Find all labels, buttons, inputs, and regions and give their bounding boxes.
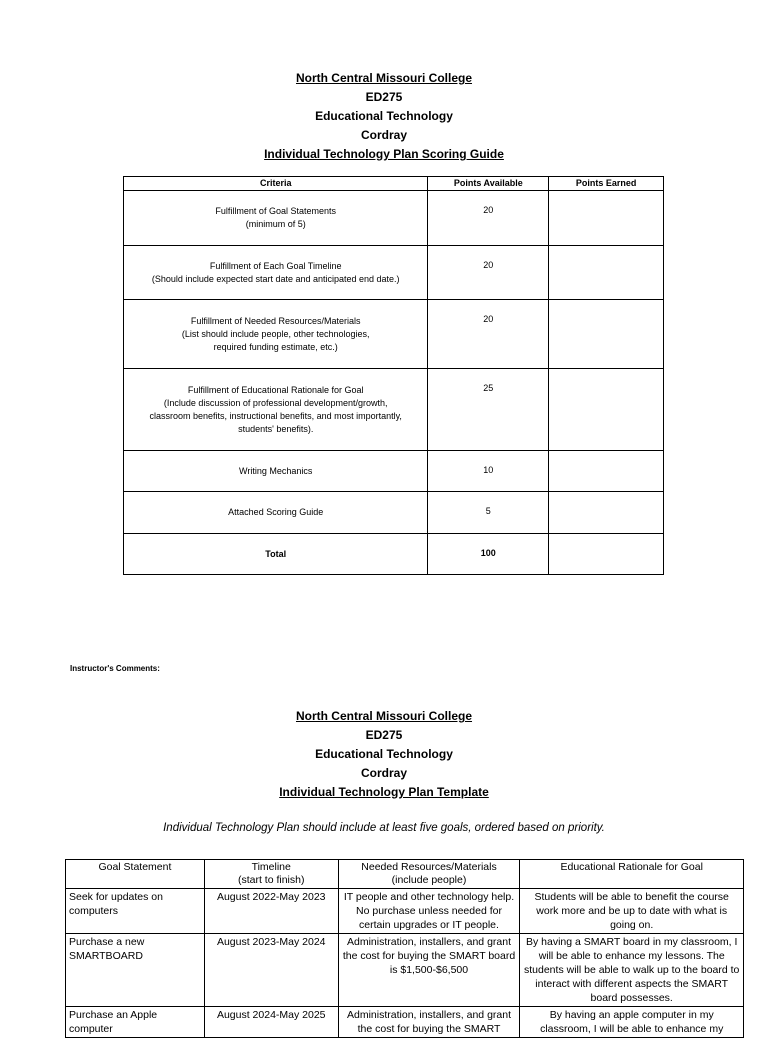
- instructor-comments-label: Instructor's Comments:: [70, 664, 160, 673]
- criteria-cell: [124, 492, 428, 534]
- rationale-cell: Students will be able to benefit the course work more and be up to date with what is going on.: [520, 889, 744, 934]
- criteria-cell: [124, 369, 428, 451]
- column-header: [520, 860, 744, 889]
- column-header-line: Goal Statement: [98, 861, 172, 873]
- timeline-cell: August 2023-May 2024: [204, 934, 338, 1007]
- criteria-line: (Should include expected start date and anticipated end date.): [151, 273, 400, 284]
- course-subject: Educational Technology: [315, 747, 453, 761]
- total-label: Total: [124, 534, 428, 575]
- criteria-line: (List should include people, other technologies,: [181, 328, 370, 339]
- table-row: [124, 451, 664, 492]
- criteria-line: Fulfillment of Each Goal Timeline: [209, 260, 342, 271]
- column-header-line: (start to finish): [237, 874, 305, 886]
- points-available: 10: [428, 451, 549, 492]
- college-name: [0, 707, 768, 726]
- criteria-cell: [124, 300, 428, 369]
- table-row: [124, 300, 664, 369]
- criteria-line: Writing Mechanics: [239, 465, 313, 476]
- points-earned[interactable]: [549, 191, 664, 246]
- criteria-line: (Include discussion of professional development/growth,: [163, 397, 388, 408]
- timeline-cell: August 2024-May 2025: [204, 1007, 338, 1038]
- timeline-cell: August 2022-May 2023: [204, 889, 338, 934]
- criteria-cell: [124, 246, 428, 300]
- college-name-text: North Central Missouri College: [295, 709, 473, 723]
- course-subject: Educational Technology: [315, 109, 453, 123]
- criteria-line: classroom benefits, instructional benefits, and most importantly,: [149, 410, 402, 421]
- criteria-cell: [124, 451, 428, 492]
- column-header: Criteria: [124, 177, 428, 191]
- column-header: [204, 860, 338, 889]
- scoring-guide-title: Individual Technology Plan Scoring Guide: [264, 147, 504, 161]
- criteria-line: Fulfillment of Goal Statements: [215, 206, 336, 216]
- criteria-line: students' benefits).: [238, 423, 314, 434]
- resources-cell: Administration, installers, and grant the cost for buying the SMART board is $1,500-$6,500: [338, 934, 520, 1007]
- criteria-line: Fulfillment of Needed Resources/Materials: [190, 315, 361, 326]
- points-available: 20: [428, 300, 549, 369]
- rationale-cell: By having a SMART board in my classroom, I will be able to enhance my lessons. The students will be able to walk up to the board to interact with different aspects the SMART board possesses.: [520, 934, 744, 1007]
- points-available: 5: [428, 492, 549, 534]
- table-row: [66, 934, 744, 1007]
- criteria-line: required funding estimate, etc.): [213, 341, 338, 352]
- goal-cell: Seek for updates on computers: [66, 889, 205, 934]
- table-header-row: [66, 860, 744, 889]
- criteria-line: (minimum of 5): [245, 219, 306, 229]
- template-title: Individual Technology Plan Template: [279, 785, 489, 799]
- template-instructions: Individual Technology Plan should include at least five goals, ordered based on priority.: [163, 822, 605, 834]
- goal-cell: Purchase a new SMARTBOARD: [66, 934, 205, 1007]
- points-earned[interactable]: [549, 300, 664, 369]
- points-available: 25: [428, 369, 549, 451]
- rationale-cell: By having an apple computer in my classroom, I will be able to enhance my: [520, 1007, 744, 1038]
- column-header: Points Available: [428, 177, 549, 191]
- course-code: ED275: [365, 728, 403, 742]
- document-title: [0, 145, 768, 164]
- points-earned[interactable]: [549, 246, 664, 300]
- resources-cell: Administration, installers, and grant the cost for buying the SMART: [338, 1007, 520, 1038]
- total-points-earned[interactable]: [549, 534, 664, 575]
- column-header: Points Earned: [549, 177, 664, 191]
- table-row: [124, 369, 664, 451]
- template-header: [0, 707, 768, 802]
- table-row: [124, 492, 664, 534]
- instructor-name: Cordray: [360, 128, 407, 142]
- column-header-line: Educational Rationale for Goal: [560, 861, 703, 873]
- table-header-row: [124, 177, 664, 191]
- table-row: [124, 246, 664, 300]
- course-code: ED275: [365, 90, 403, 104]
- scoring-table: [123, 176, 664, 575]
- criteria-cell: [124, 191, 428, 246]
- points-available: 20: [428, 246, 549, 300]
- table-row: [124, 191, 664, 246]
- college-name-text: North Central Missouri College: [295, 71, 473, 85]
- points-earned[interactable]: [549, 451, 664, 492]
- plan-table: [65, 859, 744, 1038]
- scoring-guide-header: [0, 69, 768, 164]
- total-points: 100: [428, 534, 549, 575]
- instructor-name: Cordray: [360, 766, 407, 780]
- table-row: [66, 889, 744, 934]
- column-header: [66, 860, 205, 889]
- column-header-line: (include people): [391, 874, 467, 886]
- points-earned[interactable]: [549, 369, 664, 451]
- criteria-line: Attached Scoring Guide: [228, 507, 324, 517]
- points-available: 20: [428, 191, 549, 246]
- column-header: [338, 860, 520, 889]
- total-row: [124, 534, 664, 575]
- points-earned[interactable]: [549, 492, 664, 534]
- column-header-line: Needed Resources/Materials: [361, 861, 497, 873]
- column-header-line: Timeline: [251, 861, 291, 873]
- table-row: [66, 1007, 744, 1038]
- criteria-line: Fulfillment of Educational Rationale for Goal: [187, 384, 364, 395]
- document-title: [0, 783, 768, 802]
- college-name: [0, 69, 768, 88]
- goal-cell: Purchase an Apple computer: [66, 1007, 205, 1038]
- resources-cell: IT people and other technology help. No purchase unless needed for certain upgrades or IT people.: [338, 889, 520, 934]
